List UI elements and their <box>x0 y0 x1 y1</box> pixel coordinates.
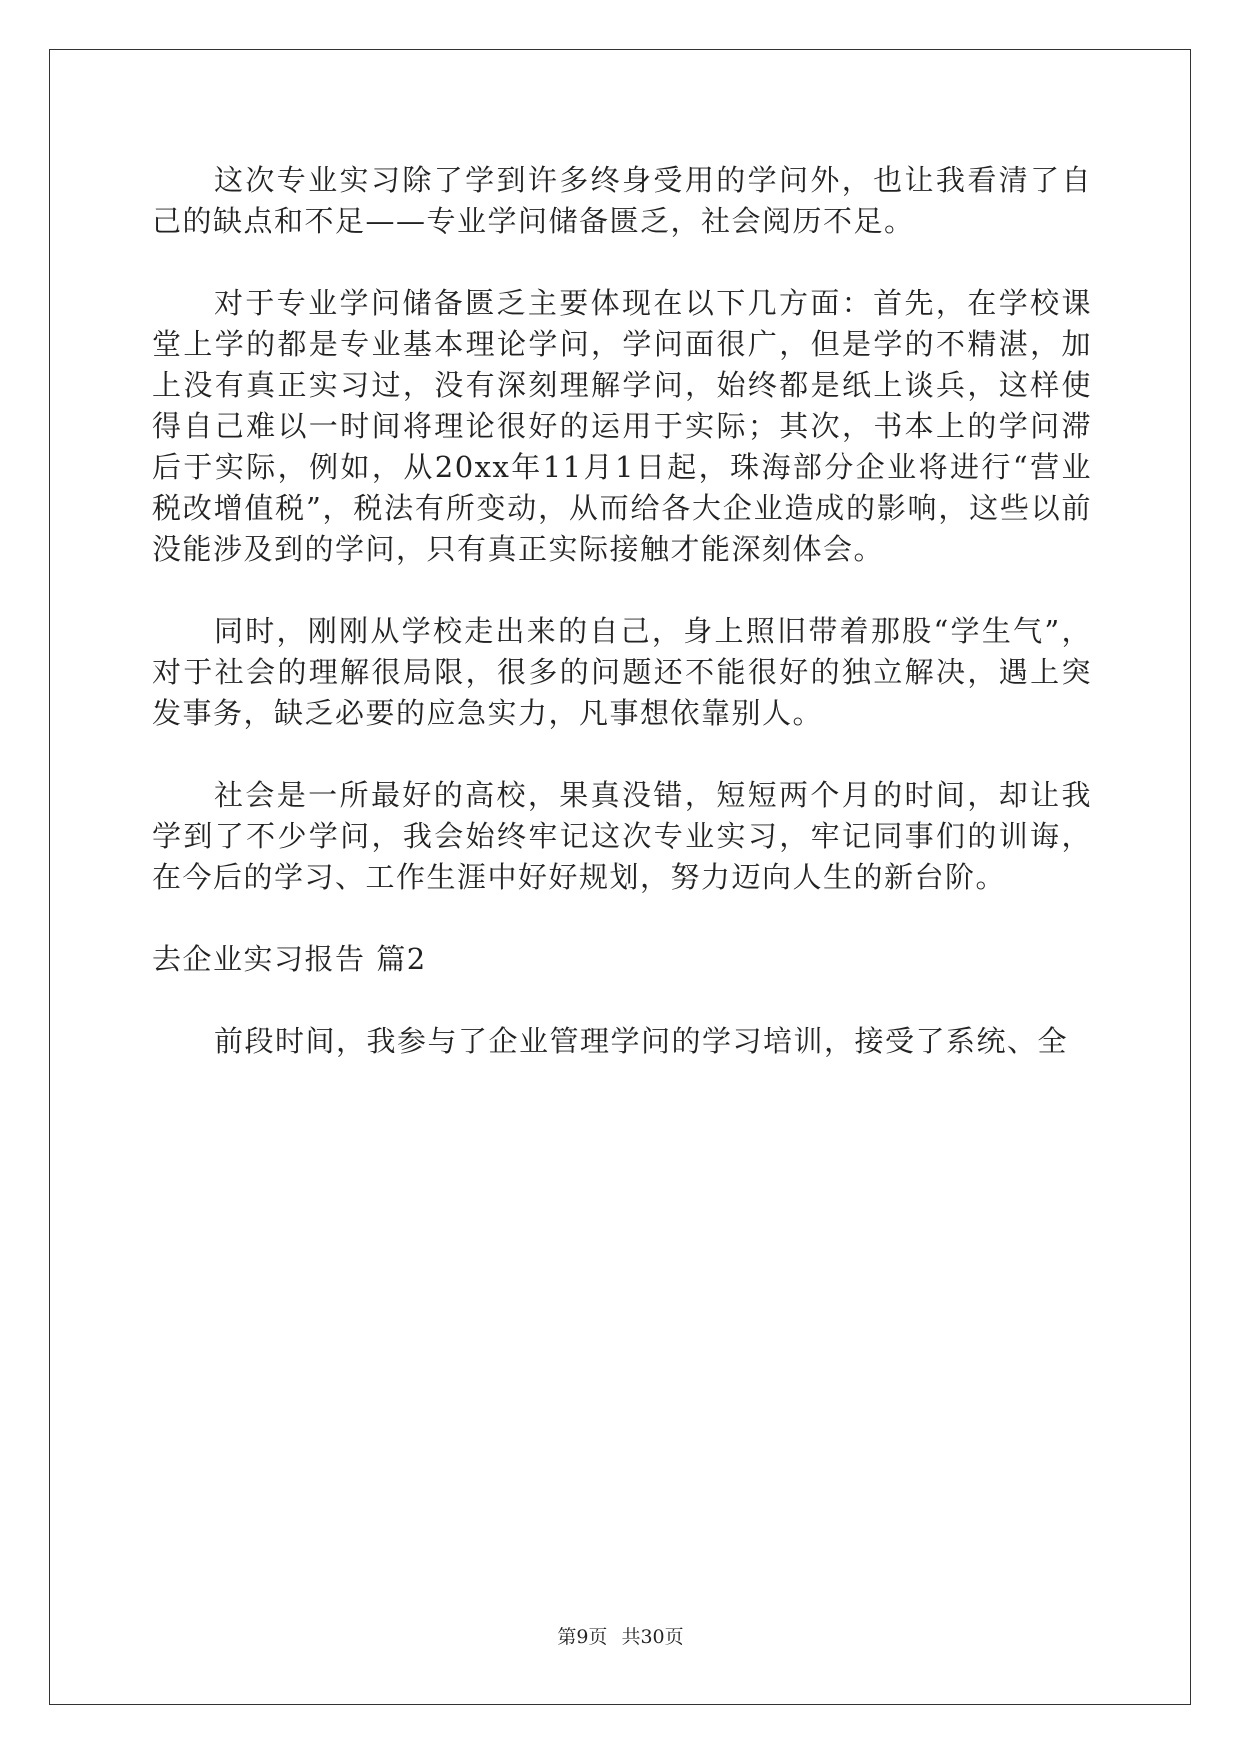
paragraph-4: 社会是一所最好的高校，果真没错，短短两个月的时间，却让我学到了不少学问，我会始终牢记这次专业实习，牢记同事们的训诲，在今后的学习、工作生涯中好好规划，努力迈向人生的新台阶。 <box>152 778 1092 894</box>
page-footer <box>0 1622 1241 1649</box>
section-heading: 去企业实习报告 篇2 <box>152 942 427 976</box>
paragraph-1: 这次专业实习除了学到许多终身受用的学问外，也让我看清了自己的缺点和不足——专业学问储备匮乏，社会阅历不足。 <box>152 163 1092 238</box>
paragraph-3: 同时，刚刚从学校走出来的自己，身上照旧带着那股“学生气”，对于社会的理解很局限，很多的问题还不能很好的独立解决，遇上突发事务，缺乏必要的应急实力，凡事想依靠别人。 <box>152 614 1092 730</box>
page-total: 共30页 <box>621 1626 684 1648</box>
document-body <box>152 160 1092 1103</box>
page-number: 第9页 <box>557 1626 608 1648</box>
paragraph-5: 前段时间，我参与了企业管理学问的学习培训，接受了系统、全 <box>214 1024 1069 1058</box>
paragraph-2: 对于专业学问储备匮乏主要体现在以下几方面：首先，在学校课堂上学的都是专业基本理论学问，学问面很广，但是学的不精湛，加上没有真正实习过，没有深刻理解学问，始终都是纸上谈兵，这样使得自己难以一时间将理论很好的运用于实际；其次，书本上的学问滞后于实际，例如，从20xx年11月1日起，珠海部分企业将进行“营业税改增值税”，税法有所变动，从而给各大企业造成的影响，这些以前没能涉及到的学问，只有真正实际接触才能深刻体会。 <box>152 286 1092 566</box>
